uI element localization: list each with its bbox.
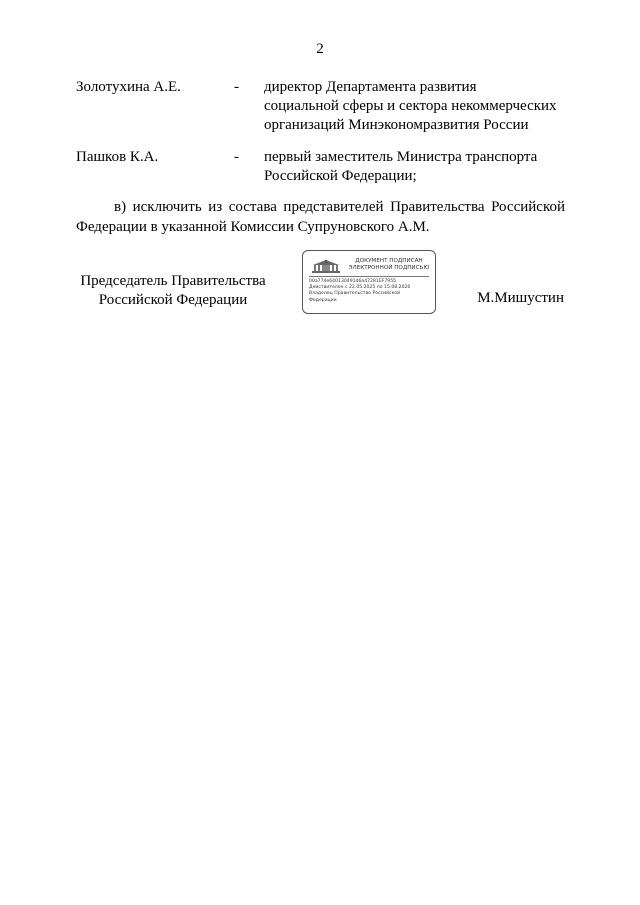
stamp-divider: [309, 276, 429, 277]
exclusion-clause-text: в) исключить из состава представителей Правительства Российской Федерации в указанной Комиссии Супруновского А.М.: [76, 199, 565, 235]
member-dash: -: [234, 149, 239, 165]
exclusion-clause: [76, 197, 565, 237]
signer-title-line: Председатель Правительства: [80, 273, 266, 289]
member-name: Пашков К.А.: [76, 149, 159, 165]
member-role-line: социальной сферы и сектора некоммерческих: [264, 98, 557, 114]
member-dash: -: [234, 79, 239, 95]
signer-title: [76, 272, 270, 310]
member-name: Золотухина А.Е.: [76, 79, 181, 95]
stamp-header: [345, 258, 433, 272]
stamp-validity: Действителен с 22.05.2025 по 15.08.2026: [309, 285, 411, 291]
government-building-icon: [311, 260, 341, 274]
page-number: 2: [316, 41, 324, 57]
signer-title-line: Российской Федерации: [98, 292, 248, 308]
member-role-line: Российской Федерации;: [264, 168, 417, 184]
stamp-owner-line: Владелец Правительство Российской: [309, 291, 401, 297]
member-role-line: директор Департамента развития: [264, 79, 477, 95]
member-role-line: организаций Минэкономразвития России: [264, 117, 529, 133]
member-role-line: первый заместитель Министра транспорта: [264, 149, 538, 165]
stamp-owner-line: Федерации: [309, 297, 337, 303]
signer-name: М.Мишустин: [477, 290, 564, 306]
stamp-certificate: 00a774e640130491d6a47281EF7955: [309, 279, 397, 284]
stamp-details: [309, 279, 433, 304]
member-role: [264, 78, 564, 135]
electronic-signature-stamp: [302, 250, 436, 314]
stamp-header-line: ДОКУМЕНТ ПОДПИСАН: [355, 258, 423, 264]
stamp-header-line: ЭЛЕКТРОННОЙ ПОДПИСЬЮ: [348, 265, 430, 271]
member-role: [264, 148, 564, 186]
